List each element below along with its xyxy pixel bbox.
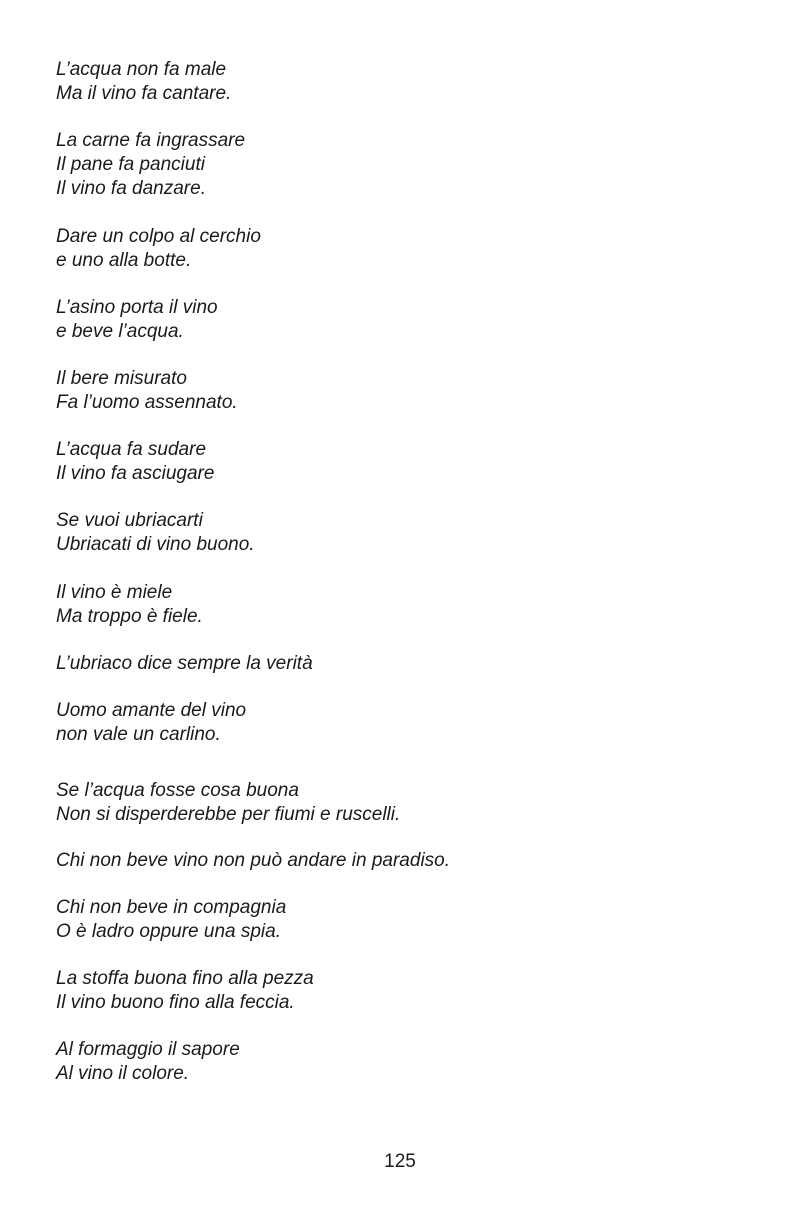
proverb-line: Ma il vino fa cantare. [56,83,232,104]
proverb-stanza [56,967,756,1015]
proverb-stanza [56,652,756,676]
proverb-stanza [56,438,756,486]
proverb-line: Se vuoi ubriacarti [56,510,203,531]
proverb-line: L’asino porta il vino [56,297,218,318]
proverb-line: Il vino fa asciugare [56,463,215,484]
proverb-stanza [56,296,756,344]
proverb-line: La carne fa ingrassare [56,130,246,151]
proverb-line: Al formaggio il sapore [56,1039,240,1060]
proverb-line: Chi non beve vino non può andare in paradiso. [56,850,451,871]
proverb-stanza [56,699,756,747]
proverb-line: Il bere misurato [56,368,187,389]
proverb-line: L’acqua non fa male [56,59,227,80]
proverb-line: Dare un colpo al cerchio [56,226,261,247]
proverb-stanza [56,581,756,629]
proverb-stanza [56,1038,756,1086]
proverb-line: e uno alla botte. [56,250,192,271]
proverb-line: L’ubriaco dice sempre la verità [56,653,313,674]
proverb-line: Uomo amante del vino [56,700,247,721]
proverb-line: e beve l’acqua. [56,321,184,342]
proverb-stanza [56,849,756,873]
proverb-stanza [56,129,756,201]
proverb-line: O è ladro oppure una spia. [56,921,281,942]
proverb-stanza [56,509,756,557]
proverb-line: La stoffa buona fino alla pezza [56,968,314,989]
proverb-stanza [56,225,756,273]
proverb-stanza [56,367,756,415]
proverb-line: Ma troppo è fiele. [56,606,203,627]
proverb-stanza [56,58,756,106]
proverb-stanza [56,779,756,827]
proverb-line: Il vino fa danzare. [56,178,206,199]
proverb-line: Fa l’uomo assennato. [56,392,238,413]
proverb-line: Il pane fa panciuti [56,154,205,175]
proverb-line: Al vino il colore. [56,1063,190,1084]
proverb-line: L’acqua fa sudare [56,439,207,460]
proverb-line: Non si disperderebbe per fiumi e ruscelli. [56,804,401,825]
proverb-stanza [56,896,756,944]
proverb-line: Chi non beve in compagnia [56,897,287,918]
proverb-line: non vale un carlino. [56,724,221,745]
proverb-line: Ubriacati di vino buono. [56,534,255,555]
proverb-line: Il vino buono fino alla feccia. [56,992,295,1013]
proverb-line: Il vino è miele [56,582,173,603]
page-number: 125 [384,1151,416,1172]
proverb-list [56,58,756,1086]
proverb-line: Se l’acqua fosse cosa buona [56,780,299,801]
